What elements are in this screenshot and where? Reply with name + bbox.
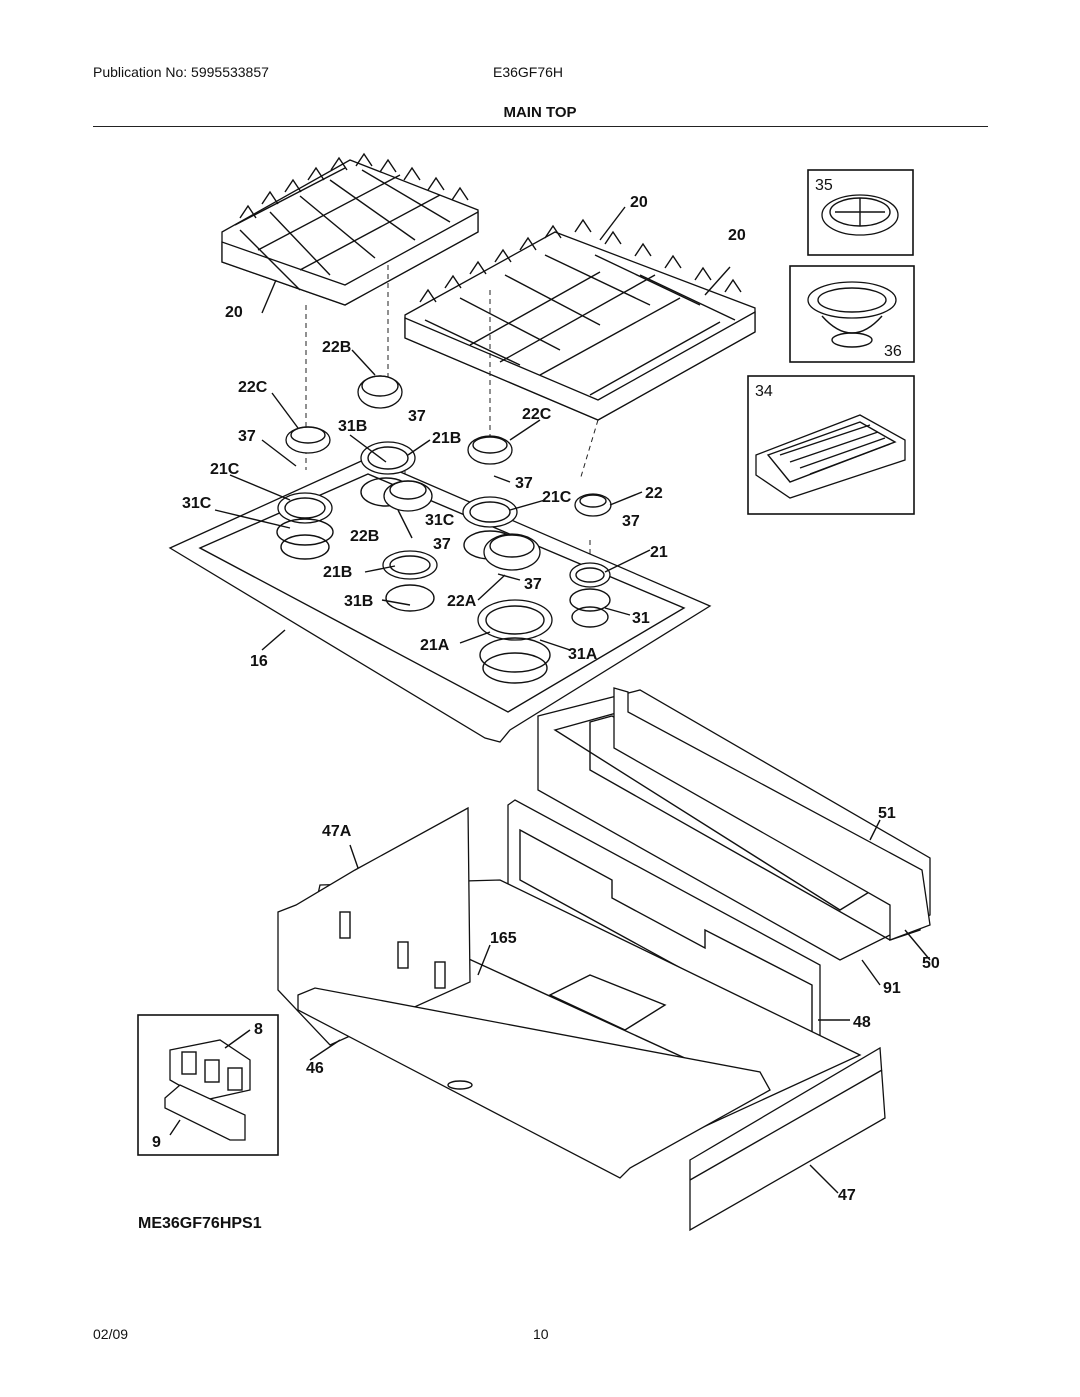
burner-cap-22 <box>575 494 611 516</box>
callout-20-grate-right-mid: 20 <box>728 227 746 244</box>
callout-51: 51 <box>878 805 896 822</box>
callout-35: 35 <box>815 177 833 194</box>
callout-37-d: 37 <box>622 513 640 530</box>
callout-165: 165 <box>490 930 517 947</box>
model-number: E36GF76H <box>493 64 564 80</box>
callout-37-e: 37 <box>433 536 451 553</box>
callout-20-grate-right-top: 20 <box>630 194 648 211</box>
callout-21A: 21A <box>420 637 450 654</box>
callout-22: 22 <box>645 485 663 502</box>
burner-cap-22B-mid <box>384 481 432 511</box>
callout-31C-left: 31C <box>182 495 212 512</box>
footer-page-number: 10 <box>533 1326 549 1342</box>
callout-22C-left: 22C <box>238 379 268 396</box>
right-burner-grate <box>405 220 755 420</box>
callout-47: 47 <box>838 1187 856 1204</box>
footer-date: 02/09 <box>93 1326 129 1342</box>
callout-37-a: 37 <box>238 428 256 445</box>
callout-36: 36 <box>884 343 902 360</box>
callout-31B-b: 31B <box>344 593 374 610</box>
callout-31B-a: 31B <box>338 418 368 435</box>
burner-cap-22A <box>484 534 540 570</box>
callout-22B-top: 22B <box>322 339 352 356</box>
callout-20-grate-left: 20 <box>225 304 243 321</box>
burner-cap-22C-left <box>286 427 330 453</box>
publication-number: Publication No: 5995533857 <box>93 64 269 80</box>
callout-91: 91 <box>883 980 901 997</box>
callout-31C-right: 31C <box>425 512 455 529</box>
accessory-box-34[interactable] <box>748 376 914 514</box>
section-title: MAIN TOP <box>503 104 577 121</box>
callout-34: 34 <box>755 383 773 400</box>
callout-31: 31 <box>632 610 650 627</box>
callout-9: 9 <box>152 1134 161 1151</box>
callout-22A: 22A <box>447 593 477 610</box>
left-burner-grate <box>222 154 478 305</box>
callout-48: 48 <box>853 1014 871 1031</box>
callout-37-b: 37 <box>408 408 426 425</box>
callout-22C-right: 22C <box>522 406 552 423</box>
callout-21C-right: 21C <box>542 489 572 506</box>
burner-cap-22B-top <box>358 376 402 408</box>
callout-37-c: 37 <box>515 475 533 492</box>
callout-21B-a: 21B <box>432 430 462 447</box>
callout-21C-left: 21C <box>210 461 240 478</box>
callout-46: 46 <box>306 1060 324 1077</box>
callout-31A: 31A <box>568 646 598 663</box>
callout-21B-b: 21B <box>323 564 353 581</box>
model-code-label: ME36GF76HPS1 <box>138 1215 262 1232</box>
callout-16: 16 <box>250 653 268 670</box>
callout-47A: 47A <box>322 823 352 840</box>
callout-37-f: 37 <box>524 576 542 593</box>
callout-8: 8 <box>254 1021 263 1038</box>
callout-50: 50 <box>922 955 940 972</box>
burner-cap-22C-right <box>468 436 512 464</box>
callout-22B-mid: 22B <box>350 528 380 545</box>
callout-21: 21 <box>650 544 668 561</box>
